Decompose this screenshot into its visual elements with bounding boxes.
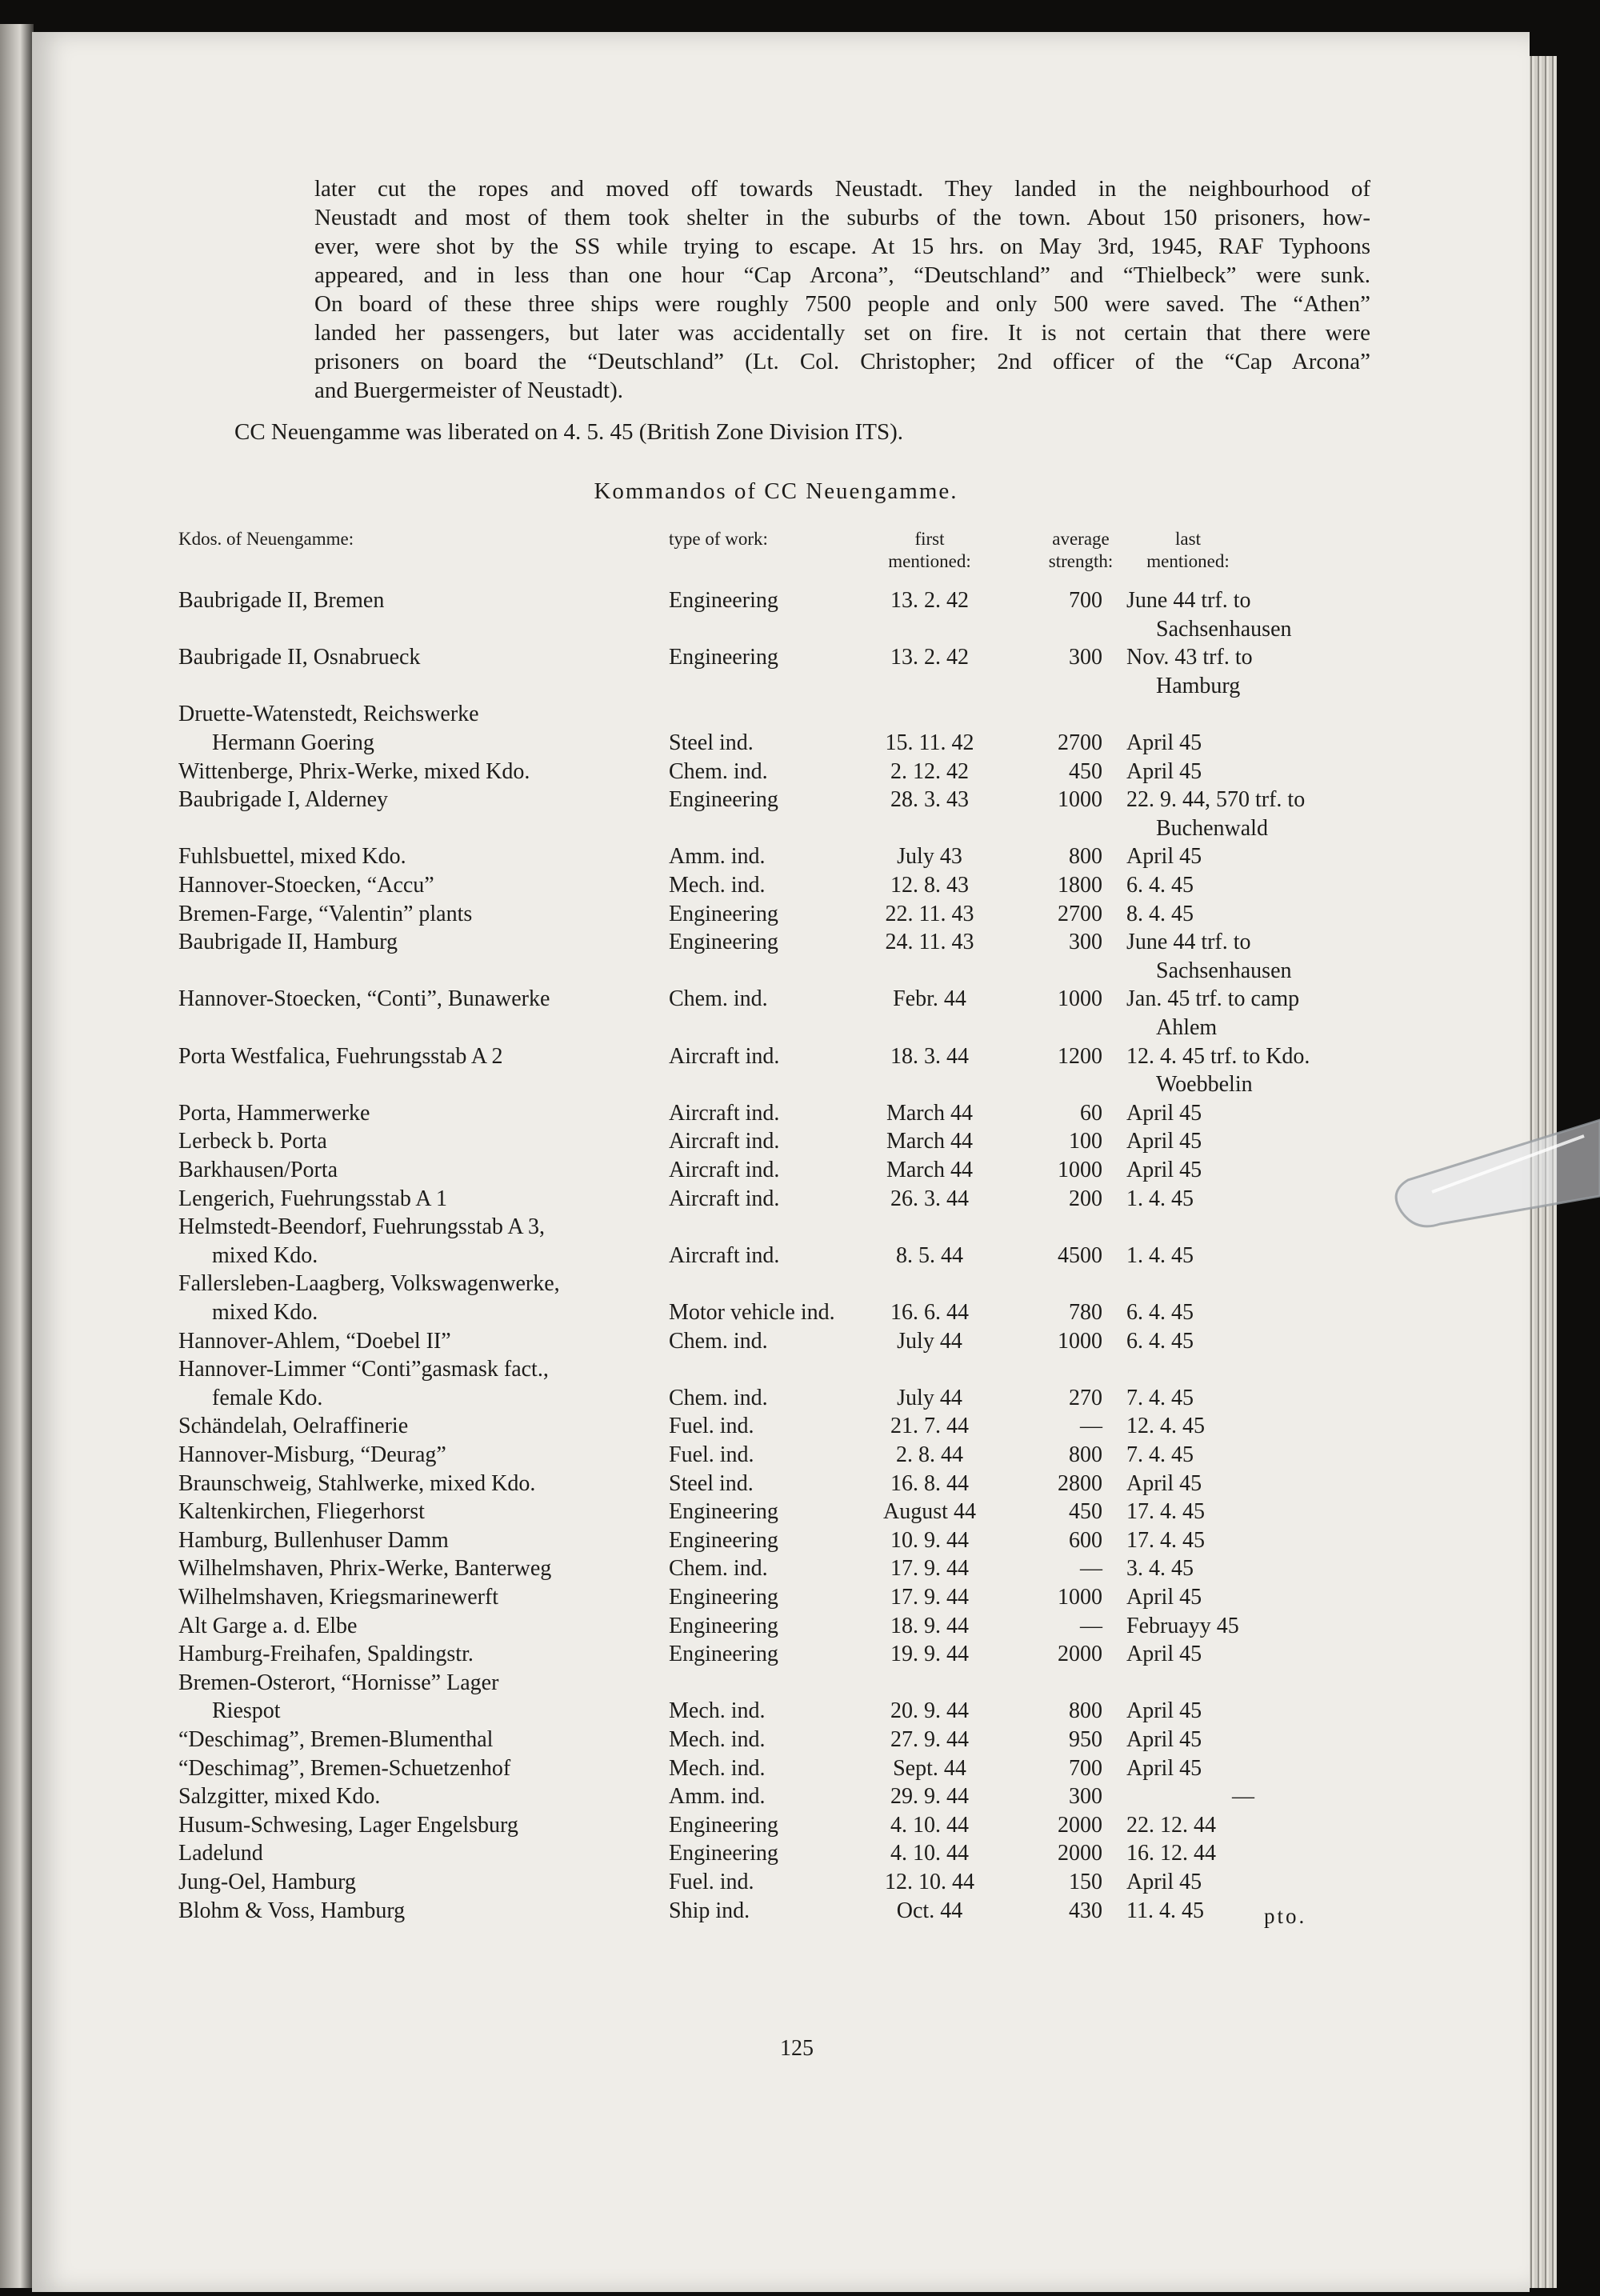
row-name: Fallersleben-Laagberg, Volkswagenwerke, [178, 1271, 560, 1297]
row-average-strength: 2000 [1058, 1812, 1102, 1838]
row-last-mentioned: April 45 [1126, 1470, 1202, 1496]
row-name: Hannover-Limmer “Conti”gasmask fact., [178, 1357, 549, 1382]
paragraph-line: later cut the ropes and moved off towards Neustadt. They landed in the neighbourhood of [314, 176, 1370, 202]
row-first-mentioned: 16. 8. 44 [890, 1470, 969, 1496]
facing-page-edge [0, 24, 34, 2288]
row-first-mentioned: 28. 3. 43 [890, 787, 969, 813]
row-type-of-work: Chem. ind. [669, 1385, 768, 1410]
header-type: type of work: [669, 529, 768, 549]
row-average-strength: 800 [1069, 1442, 1102, 1467]
page-number: 125 [780, 2036, 814, 2061]
row-first-mentioned: 15. 11. 42 [885, 730, 974, 755]
row-name: Wilhelmshaven, Kriegsmarinewerft [178, 1585, 499, 1610]
row-name: Husum-Schwesing, Lager Engelsburg [178, 1812, 518, 1838]
row-first-mentioned: 13. 2. 42 [890, 645, 969, 670]
row-first-mentioned: 22. 11. 43 [885, 901, 974, 926]
row-type-of-work: Steel ind. [669, 730, 754, 755]
row-first-mentioned: 2. 8. 44 [896, 1442, 963, 1467]
row-first-mentioned: March 44 [886, 1129, 974, 1154]
row-average-strength: 2700 [1058, 730, 1102, 755]
row-name: Blohm & Voss, Hamburg [178, 1898, 406, 1923]
row-name: mixed Kdo. [212, 1242, 318, 1268]
row-first-mentioned: 12. 10. 44 [885, 1870, 974, 1894]
row-average-strength: 450 [1069, 758, 1102, 784]
row-name: Porta, Hammerwerke [178, 1100, 370, 1126]
row-first-mentioned: 13. 2. 42 [890, 588, 969, 613]
row-first-mentioned: 20. 9. 44 [890, 1698, 969, 1724]
row-average-strength: 1200 [1058, 1043, 1102, 1069]
row-name: Fuhlsbuettel, mixed Kdo. [178, 844, 406, 870]
row-type-of-work: Motor vehicle ind. [669, 1300, 835, 1325]
row-first-mentioned: August 44 [883, 1499, 976, 1525]
row-first-mentioned: 8. 5. 44 [896, 1242, 963, 1268]
row-last-mentioned: April 45 [1126, 844, 1202, 870]
row-type-of-work: Chem. ind. [669, 1328, 768, 1354]
row-last-mentioned: Sachsenhausen [1156, 958, 1292, 983]
table-title: Kommandos of CC Neuengamme. [594, 478, 958, 504]
row-average-strength: 200 [1069, 1186, 1102, 1211]
row-last-mentioned: 11. 4. 45 [1126, 1898, 1204, 1923]
row-last-mentioned: 22. 12. 44 [1126, 1812, 1216, 1838]
row-type-of-work: Engineering [669, 787, 778, 813]
row-average-strength: 100 [1069, 1129, 1102, 1154]
row-last-mentioned: Ahlem [1156, 1015, 1218, 1040]
row-last-mentioned: April 45 [1126, 758, 1202, 784]
row-first-mentioned: July 44 [897, 1385, 962, 1410]
row-type-of-work: Engineering [669, 1613, 778, 1638]
row-average-strength: 800 [1069, 1698, 1102, 1724]
row-first-mentioned: July 44 [897, 1328, 962, 1354]
row-name: Bremen-Osterort, “Hornisse” Lager [178, 1670, 499, 1695]
row-average-strength: 300 [1069, 1784, 1102, 1810]
row-name: Druette-Watenstedt, Reichswerke [178, 702, 479, 727]
row-type-of-work: Fuel. ind. [669, 1442, 754, 1467]
row-first-mentioned: 18. 9. 44 [890, 1613, 969, 1638]
row-name: mixed Kdo. [212, 1300, 318, 1325]
row-average-strength: 150 [1069, 1870, 1102, 1894]
header-last-line1: last [1175, 529, 1201, 549]
row-name: female Kdo. [212, 1385, 323, 1410]
row-type-of-work: Engineering [669, 1527, 778, 1553]
liberation-note: CC Neuengamme was liberated on 4. 5. 45 (British Zone Division ITS). [234, 419, 904, 445]
row-type-of-work: Engineering [669, 588, 778, 613]
row-first-mentioned: 24. 11. 43 [885, 930, 974, 955]
row-name: Wilhelmshaven, Phrix-Werke, Banterweg [178, 1556, 552, 1582]
row-last-mentioned: April 45 [1126, 1129, 1202, 1154]
row-last-mentioned: April 45 [1126, 730, 1202, 755]
row-type-of-work: Ship ind. [669, 1898, 750, 1923]
row-average-strength: 1000 [1058, 787, 1102, 813]
row-name: Baubrigade I, Alderney [178, 787, 389, 813]
row-name: Lerbeck b. Porta [178, 1129, 327, 1154]
row-name: Porta Westfalica, Fuehrungsstab A 2 [178, 1043, 503, 1069]
row-average-strength: 2800 [1058, 1470, 1102, 1496]
row-average-strength: — [1080, 1556, 1102, 1582]
row-type-of-work: Mech. ind. [669, 1727, 766, 1752]
header-last [1128, 528, 1248, 573]
row-average-strength: 4500 [1058, 1242, 1102, 1268]
row-last-mentioned: April 45 [1126, 1100, 1202, 1126]
row-last-mentioned: — [1232, 1784, 1254, 1810]
row-last-mentioned: 6. 4. 45 [1126, 873, 1194, 898]
body-paragraph [314, 174, 1370, 405]
row-last-mentioned: Buchenwald [1156, 815, 1268, 841]
row-first-mentioned: Febr. 44 [893, 986, 966, 1012]
row-name: Bremen-Farge, “Valentin” plants [178, 901, 473, 926]
row-first-mentioned: 26. 3. 44 [890, 1186, 969, 1211]
row-last-mentioned: June 44 trf. to [1126, 930, 1251, 955]
row-first-mentioned: 2. 12. 42 [890, 758, 969, 784]
row-type-of-work: Engineering [669, 1642, 778, 1667]
row-average-strength: 950 [1069, 1727, 1102, 1752]
row-name: Salzgitter, mixed Kdo. [178, 1784, 381, 1810]
row-average-strength: 1000 [1058, 1585, 1102, 1610]
row-last-mentioned: April 45 [1126, 1755, 1202, 1781]
header-strength-line2: strength: [1048, 551, 1114, 571]
row-type-of-work: Mech. ind. [669, 873, 766, 898]
row-type-of-work: Chem. ind. [669, 986, 768, 1012]
row-name: Wittenberge, Phrix-Werke, mixed Kdo. [178, 758, 530, 784]
row-type-of-work: Engineering [669, 645, 778, 670]
row-first-mentioned: 19. 9. 44 [890, 1642, 969, 1667]
row-first-mentioned: 12. 8. 43 [890, 873, 969, 898]
row-type-of-work: Engineering [669, 901, 778, 926]
row-average-strength: 1000 [1058, 1158, 1102, 1182]
row-last-mentioned: Februayy 45 [1126, 1613, 1239, 1638]
row-name: “Deschimag”, Bremen-Blumenthal [178, 1727, 494, 1752]
row-last-mentioned: Hamburg [1156, 673, 1241, 698]
row-last-mentioned: April 45 [1126, 1158, 1202, 1182]
row-type-of-work: Engineering [669, 1812, 778, 1838]
row-name: Kaltenkirchen, Fliegerhorst [178, 1499, 425, 1525]
row-last-mentioned: June 44 trf. to [1126, 588, 1251, 613]
row-type-of-work: Aircraft ind. [669, 1100, 780, 1126]
header-last-line2: mentioned: [1146, 551, 1230, 571]
row-last-mentioned: April 45 [1126, 1870, 1202, 1894]
row-last-mentioned: 17. 4. 45 [1126, 1527, 1205, 1553]
row-average-strength: 450 [1069, 1499, 1102, 1525]
row-name: Helmstedt-Beendorf, Fuehrungsstab A 3, [178, 1214, 546, 1240]
row-average-strength: 1000 [1058, 986, 1102, 1012]
row-first-mentioned: 29. 9. 44 [890, 1784, 969, 1810]
row-type-of-work: Engineering [669, 1499, 778, 1525]
row-name: Ladelund [178, 1841, 263, 1866]
paragraph-line: appeared, and in less than one hour “Cap Arcona”, “Deutschland” and “Thielbeck” were sunk. [314, 262, 1370, 288]
row-first-mentioned: 4. 10. 44 [890, 1841, 969, 1866]
row-name: Baubrigade II, Hamburg [178, 930, 398, 955]
row-last-mentioned: 12. 4. 45 [1126, 1414, 1205, 1439]
row-first-mentioned: Sept. 44 [893, 1755, 966, 1781]
row-average-strength: 2700 [1058, 901, 1102, 926]
row-last-mentioned: Nov. 43 trf. to [1126, 645, 1253, 670]
row-average-strength: 60 [1080, 1100, 1102, 1126]
row-last-mentioned: 7. 4. 45 [1126, 1442, 1194, 1467]
row-last-mentioned: 17. 4. 45 [1126, 1499, 1205, 1525]
row-first-mentioned: March 44 [886, 1158, 974, 1182]
header-first-line1: first [914, 529, 945, 549]
row-type-of-work: Mech. ind. [669, 1755, 766, 1781]
row-first-mentioned: 21. 7. 44 [890, 1414, 969, 1439]
row-last-mentioned: Sachsenhausen [1156, 616, 1292, 642]
row-type-of-work: Amm. ind. [669, 1784, 766, 1810]
row-first-mentioned: 16. 6. 44 [890, 1300, 969, 1325]
row-last-mentioned: 1. 4. 45 [1126, 1186, 1194, 1211]
row-type-of-work: Engineering [669, 1585, 778, 1610]
row-first-mentioned: 18. 3. 44 [890, 1043, 969, 1069]
row-average-strength: 600 [1069, 1527, 1102, 1553]
row-type-of-work: Aircraft ind. [669, 1129, 780, 1154]
row-name: “Deschimag”, Bremen-Schuetzenhof [178, 1755, 511, 1781]
row-name: Hannover-Ahlem, “Doebel II” [178, 1328, 451, 1354]
row-type-of-work: Aircraft ind. [669, 1186, 780, 1211]
row-first-mentioned: 17. 9. 44 [890, 1585, 969, 1610]
row-name: Baubrigade II, Bremen [178, 588, 385, 613]
row-name: Riespot [212, 1698, 281, 1724]
row-last-mentioned: 8. 4. 45 [1126, 901, 1194, 926]
paragraph-line: and Buergermeister of Neustadt). [314, 378, 624, 403]
row-type-of-work: Engineering [669, 1841, 778, 1866]
row-last-mentioned: 6. 4. 45 [1126, 1328, 1194, 1354]
header-strength [1029, 528, 1133, 573]
row-name: Lengerich, Fuehrungsstab A 1 [178, 1186, 447, 1211]
row-type-of-work: Mech. ind. [669, 1698, 766, 1724]
row-name: Schändelah, Oelraffinerie [178, 1414, 409, 1439]
row-average-strength: — [1080, 1613, 1102, 1638]
row-average-strength: 800 [1069, 844, 1102, 870]
row-type-of-work: Aircraft ind. [669, 1043, 780, 1069]
row-name: Alt Garge a. d. Elbe [178, 1613, 358, 1638]
header-strength-line1: average [1052, 529, 1110, 549]
row-last-mentioned: 7. 4. 45 [1126, 1385, 1194, 1410]
header-name: Kdos. of Neuengamme: [178, 529, 354, 549]
row-average-strength: 300 [1069, 645, 1102, 670]
row-last-mentioned: 22. 9. 44, 570 trf. to [1126, 787, 1306, 813]
row-type-of-work: Chem. ind. [669, 1556, 768, 1582]
row-name: Hermann Goering [212, 730, 374, 755]
row-name: Jung-Oel, Hamburg [178, 1870, 356, 1894]
row-first-mentioned: 27. 9. 44 [890, 1727, 969, 1752]
row-last-mentioned: April 45 [1126, 1585, 1202, 1610]
row-name: Hamburg, Bullenhuser Damm [178, 1527, 449, 1553]
row-first-mentioned: July 43 [897, 844, 962, 870]
row-average-strength: 430 [1069, 1898, 1102, 1923]
row-average-strength: 2000 [1058, 1642, 1102, 1667]
row-average-strength: — [1080, 1414, 1102, 1439]
row-last-mentioned: Woebbelin [1156, 1072, 1253, 1098]
row-name: Hannover-Stoecken, “Accu” [178, 873, 434, 898]
row-first-mentioned: 10. 9. 44 [890, 1527, 969, 1553]
paragraph-line: prisoners on board the “Deutschland” (Lt. Col. Christopher; 2nd officer of the “Cap Arcona” [314, 349, 1370, 374]
row-last-mentioned: 12. 4. 45 trf. to Kdo. [1126, 1043, 1310, 1069]
row-name: Hannover-Misburg, “Deurag” [178, 1442, 446, 1467]
row-last-mentioned: April 45 [1126, 1642, 1202, 1667]
glass-pointer-object [1384, 1104, 1600, 1264]
row-name: Hamburg-Freihafen, Spaldingstr. [178, 1642, 474, 1667]
paragraph-line: Neustadt and most of them took shelter in the suburbs of the town. About 150 prisoners, how- [314, 205, 1370, 230]
row-name: Baubrigade II, Osnabrueck [178, 645, 421, 670]
pto-note: pto. [1264, 1904, 1307, 1928]
row-type-of-work: Fuel. ind. [669, 1414, 754, 1439]
row-last-mentioned: April 45 [1126, 1698, 1202, 1724]
row-average-strength: 1000 [1058, 1328, 1102, 1354]
row-name: Barkhausen/Porta [178, 1158, 338, 1182]
row-average-strength: 300 [1069, 930, 1102, 955]
row-last-mentioned: April 45 [1126, 1727, 1202, 1752]
row-name: Hannover-Stoecken, “Conti”, Bunawerke [178, 986, 550, 1012]
row-last-mentioned: 3. 4. 45 [1126, 1556, 1194, 1582]
row-type-of-work: Fuel. ind. [669, 1870, 754, 1894]
row-type-of-work: Engineering [669, 930, 778, 955]
paragraph-line: landed her passengers, but later was accidentally set on fire. It is not certain that there were [314, 320, 1370, 346]
row-average-strength: 700 [1069, 1755, 1102, 1781]
row-average-strength: 2000 [1058, 1841, 1102, 1866]
row-average-strength: 1800 [1058, 873, 1102, 898]
row-type-of-work: Chem. ind. [669, 758, 768, 784]
row-type-of-work: Steel ind. [669, 1470, 754, 1496]
header-first-line2: mentioned: [888, 551, 971, 571]
row-last-mentioned: 1. 4. 45 [1126, 1242, 1194, 1268]
row-first-mentioned: Oct. 44 [896, 1898, 963, 1923]
row-average-strength: 270 [1069, 1385, 1102, 1410]
paragraph-line: On board of these three ships were roughly 7500 people and only 500 were saved. The “Athen” [314, 291, 1370, 317]
row-type-of-work: Aircraft ind. [669, 1242, 780, 1268]
row-average-strength: 700 [1069, 588, 1102, 613]
header-first [850, 528, 1010, 573]
row-first-mentioned: 17. 9. 44 [890, 1556, 969, 1582]
row-last-mentioned: 16. 12. 44 [1126, 1841, 1216, 1866]
row-first-mentioned: 4. 10. 44 [890, 1812, 969, 1838]
row-type-of-work: Amm. ind. [669, 844, 766, 870]
row-name: Braunschweig, Stahlwerke, mixed Kdo. [178, 1470, 536, 1496]
row-type-of-work: Aircraft ind. [669, 1158, 780, 1182]
row-first-mentioned: March 44 [886, 1100, 974, 1126]
row-last-mentioned: Jan. 45 trf. to camp [1126, 986, 1300, 1012]
paragraph-line: ever, were shot by the SS while trying to escape. At 15 hrs. on May 3rd, 1945, RAF Typhoons [314, 234, 1370, 259]
row-last-mentioned: 6. 4. 45 [1126, 1300, 1194, 1325]
row-average-strength: 780 [1069, 1300, 1102, 1325]
